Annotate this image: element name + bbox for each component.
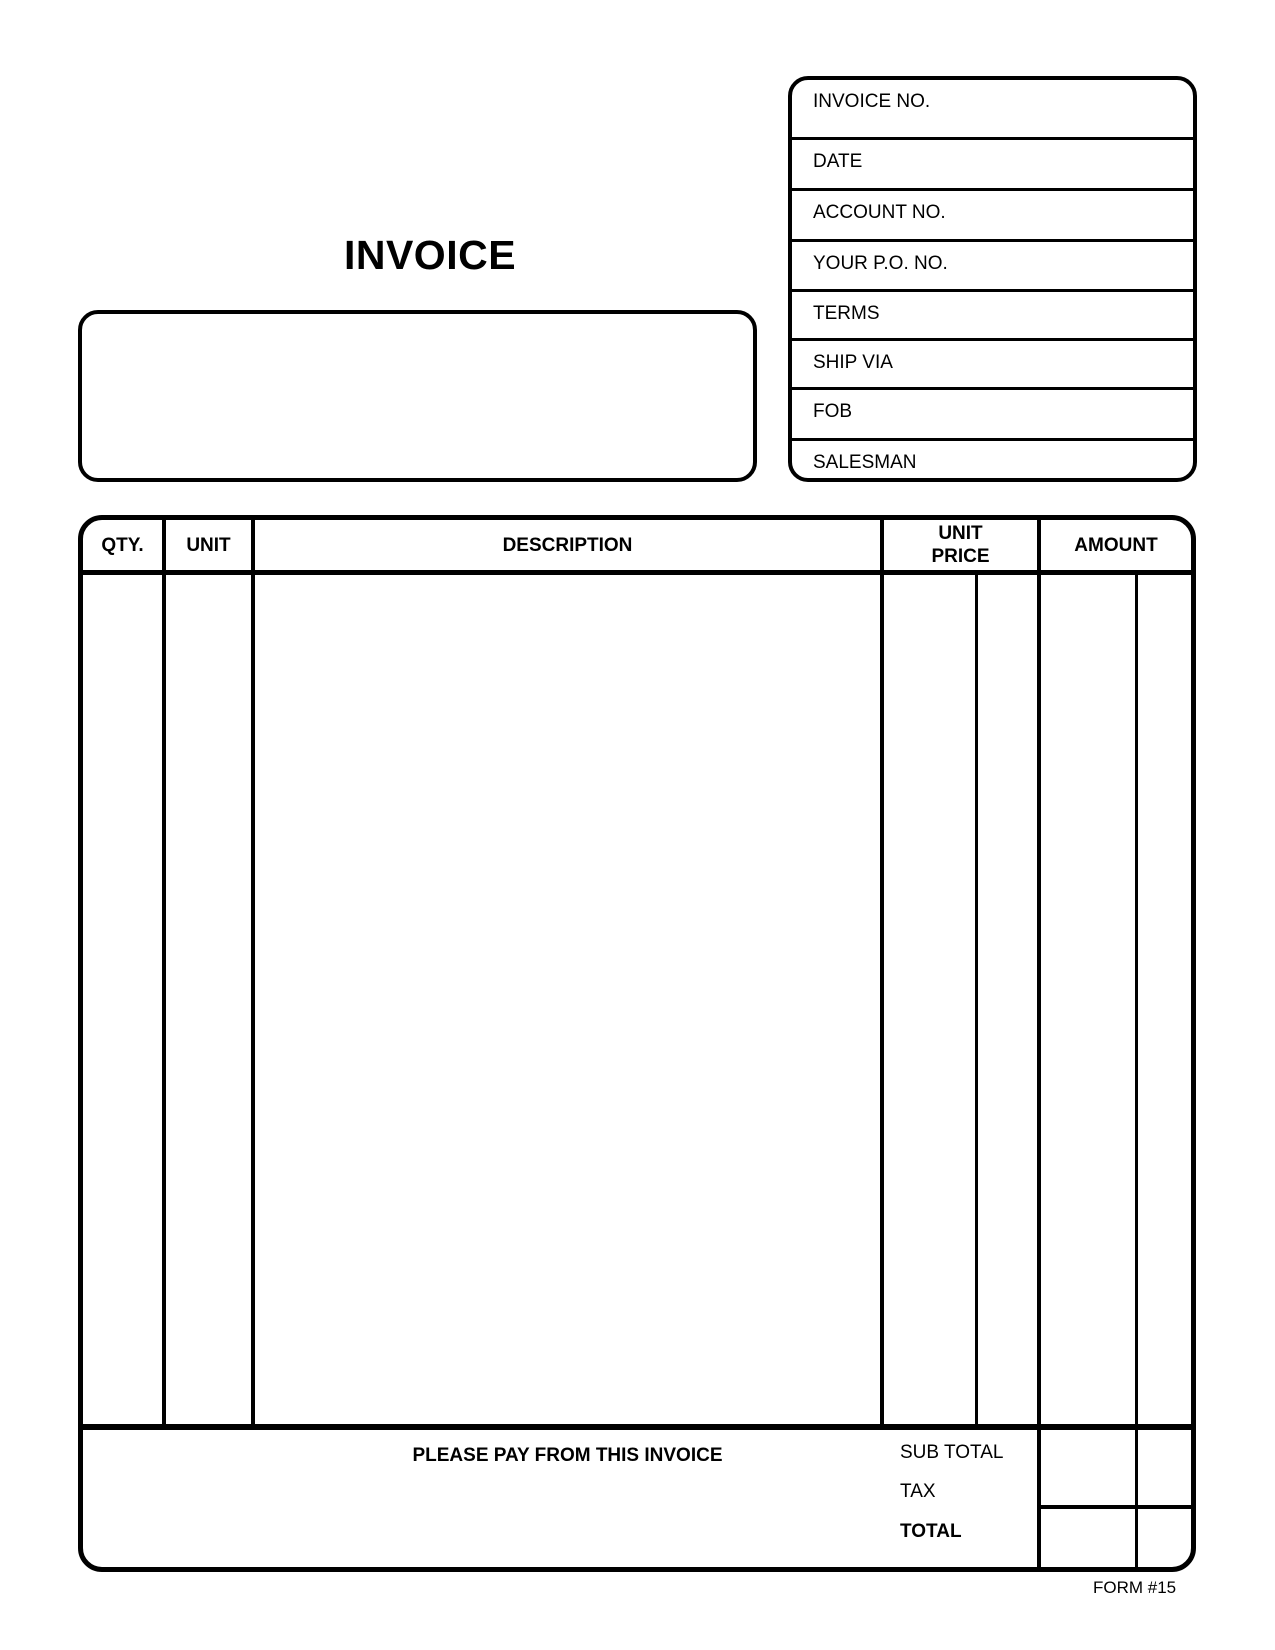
column-header-description	[255, 520, 880, 570]
pay-message: PLEASE PAY FROM THIS INVOICE	[412, 1445, 723, 1466]
po-no-field[interactable]	[932, 248, 1185, 285]
unitprice-amount-divider	[1037, 520, 1041, 1567]
qty-header-label: QTY.	[101, 534, 144, 556]
unit-description-divider	[251, 520, 255, 1424]
invoice-info-box	[788, 76, 1197, 482]
account-no-field[interactable]	[932, 197, 1185, 235]
salesman-label: SALESMAN	[813, 452, 917, 473]
header-bottom-rule	[83, 570, 1191, 575]
line-items-area[interactable]	[83, 575, 1191, 1424]
date-field[interactable]	[932, 146, 1185, 184]
ship-via-label: SHIP VIA	[813, 352, 893, 373]
terms-label: TERMS	[813, 303, 880, 324]
description-unitprice-divider	[880, 520, 884, 1424]
fob-label: FOB	[813, 401, 853, 422]
ship-via-field[interactable]	[932, 347, 1185, 383]
page-title: INVOICE	[343, 232, 517, 278]
info-row-date	[792, 137, 1193, 188]
bill-to-field[interactable]	[78, 310, 757, 482]
body-footer-rule	[83, 1424, 1191, 1430]
qty-unit-divider	[162, 520, 166, 1424]
column-header-unit-price	[884, 520, 1037, 570]
unit-price-header-label: UNIT PRICE	[931, 523, 990, 567]
info-row-terms	[792, 289, 1193, 338]
column-header-unit	[166, 520, 251, 570]
total-label: TOTAL	[900, 1521, 962, 1542]
account-no-label: ACCOUNT NO.	[813, 202, 946, 223]
info-row-po-no	[792, 239, 1193, 289]
unit-header-label: UNIT	[186, 534, 231, 556]
invoice-no-label: INVOICE NO.	[813, 91, 931, 112]
info-row-salesman	[792, 438, 1193, 478]
terms-field[interactable]	[932, 298, 1185, 334]
info-row-fob	[792, 387, 1193, 438]
info-row-account-no	[792, 188, 1193, 239]
po-no-label: YOUR P.O. NO.	[813, 253, 948, 274]
subtotal-tax-amount-field[interactable]	[1041, 1430, 1191, 1505]
column-header-qty	[83, 520, 162, 570]
tax-label: TAX	[900, 1481, 936, 1502]
form-number: FORM #15	[1093, 1578, 1177, 1597]
sub-total-label: SUB TOTAL	[900, 1442, 1004, 1463]
total-amount-field[interactable]	[1041, 1509, 1191, 1565]
fob-field[interactable]	[932, 396, 1185, 434]
column-header-amount	[1041, 520, 1191, 570]
invoice-no-field[interactable]	[932, 86, 1185, 133]
info-row-invoice-no	[792, 80, 1193, 137]
amount-cents-divider	[1135, 575, 1138, 1567]
info-row-ship-via	[792, 338, 1193, 387]
unitprice-cents-divider	[975, 575, 978, 1424]
date-label: DATE	[813, 151, 863, 172]
description-header-label: DESCRIPTION	[502, 534, 633, 556]
amount-header-label: AMOUNT	[1074, 534, 1158, 556]
salesman-field[interactable]	[932, 447, 1185, 474]
line-items-table	[78, 515, 1196, 1572]
